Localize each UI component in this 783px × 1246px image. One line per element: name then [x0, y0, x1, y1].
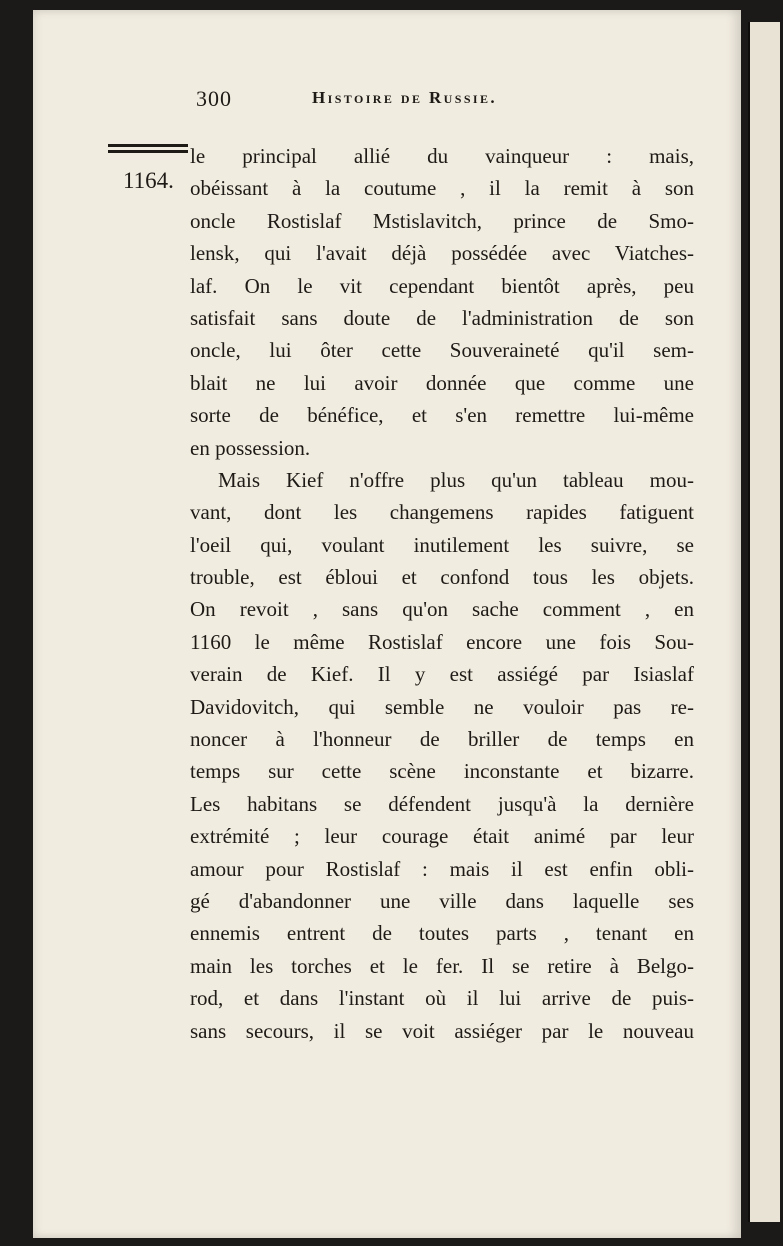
text-line: trouble, est ébloui et confond tous les objets.: [190, 565, 694, 590]
text-line: laf. On le vit cependant bientôt après, peu: [190, 273, 694, 298]
text-line: ennemis entrent de toutes parts , tenant en: [190, 921, 694, 946]
page-header: [196, 86, 696, 120]
text-line: l'oeil qui, voulant inutilement les suivre, se: [190, 532, 694, 557]
text-line: le principal allié du vainqueur : mais,: [190, 144, 694, 168]
text-line: 1160 le même Rostislaf encore une fois Sou-: [190, 629, 694, 654]
paragraph-first-line: Mais Kief n'offre plus qu'un tableau mou-: [218, 467, 694, 492]
text-line: blait ne lui avoir donnée que comme une: [190, 370, 694, 395]
text-line: Davidovitch, qui semble ne vouloir pas re-: [190, 694, 694, 719]
text-line: gé d'abandonner une ville dans laquelle ses: [190, 888, 694, 913]
text-line: temps sur cette scène inconstante et bizarre.: [190, 759, 694, 784]
text-line: noncer à l'honneur de briller de temps en: [190, 727, 694, 752]
text-line: verain de Kief. Il y est assiégé par Isiaslaf: [190, 662, 694, 687]
continuation-rule: [108, 144, 188, 155]
facing-page-edge: [748, 22, 780, 1222]
text-line: oncle Rostislaf Mstislavitch, prince de Smo-: [190, 208, 694, 233]
running-title: Histoire de Russie.: [312, 88, 498, 107]
margin-year-note: 1164.: [123, 168, 174, 193]
text-line: amour pour Rostislaf : mais il est enfin obli-: [190, 856, 694, 881]
text-line: oncle, lui ôter cette Souveraineté qu'il sem-: [190, 338, 694, 363]
text-line: lensk, qui l'avait déjà possédée avec Viatches-: [190, 241, 694, 266]
text-line: satisfait sans doute de l'administration de son: [190, 305, 694, 330]
body-text: [190, 140, 694, 1047]
text-line: vant, dont les changemens rapides fatiguent: [190, 500, 694, 525]
text-line: en possession.: [190, 435, 311, 460]
text-line: main les torches et le fer. Il se retire à Belgo-: [190, 953, 694, 978]
page-number: 300: [196, 86, 232, 111]
text-line: On revoit , sans qu'on sache comment , en: [190, 597, 694, 622]
text-line: sans secours, il se voit assiéger par le nouveau: [190, 1018, 694, 1043]
text-line: extrémité ; leur courage était animé par leur: [190, 824, 694, 849]
text-line: rod, et dans l'instant où il lui arrive de puis-: [190, 986, 694, 1011]
text-line: sorte de bénéfice, et s'en remettre lui-même: [190, 403, 694, 428]
text-line: obéissant à la coutume , il la remit à son: [190, 176, 694, 201]
text-line: Les habitans se défendent jusqu'à la dernière: [190, 791, 694, 816]
